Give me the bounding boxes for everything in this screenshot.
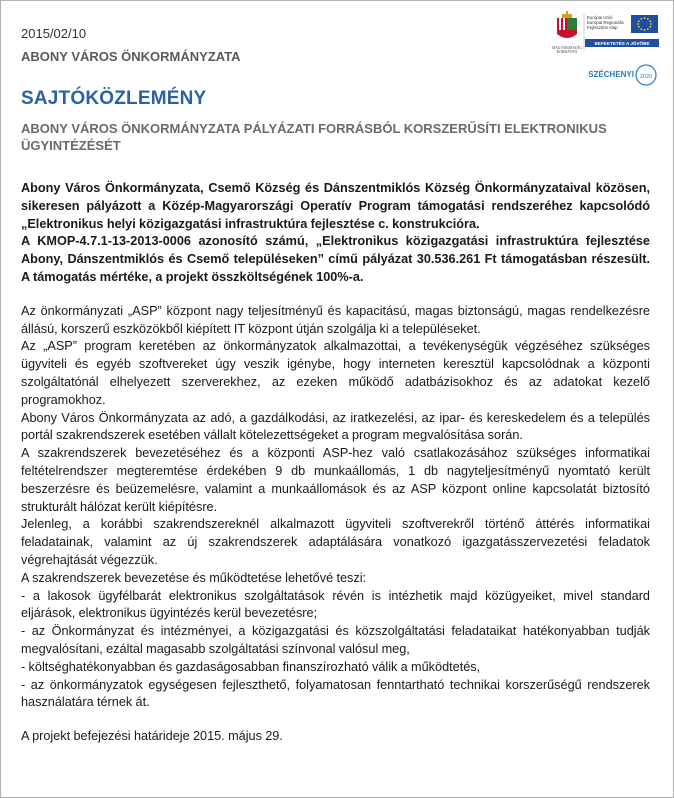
eu-line-1: Európai Unió xyxy=(587,15,613,20)
szechenyi-text: SZÉCHENYI xyxy=(588,70,634,79)
sponsor-logos xyxy=(540,10,665,90)
eu-line-3: Fejlesztési Alap xyxy=(587,25,618,30)
lead-paragraph-1: Abony Város Önkormányzata, Csemő Község és Dánszentmiklós Község Önkormányzataival közösen, sikeresen pályázott a Közép-Magyarországi Operatív Program támogatási rendszeréhez kapcsolódó „Elektronikus helyi közigazgatási infrastruktúra fejlesztése c. konstrukcióra. xyxy=(21,181,650,231)
body-paragraph: Abony Város Önkormányzata az adó, a gazdálkodási, az iratkezelési, az ipar- és kereskedelem és a település portál szakrendszerek esetében vállalt kötelezettségeket a program megvalósítása során. xyxy=(21,410,650,443)
organization-name: ABONY VÁROS ÖNKORMÁNYZATA xyxy=(21,49,241,64)
crest-caption-2: KORMÁNYA xyxy=(556,50,578,54)
page-title: SAJTÓKÖZLEMÉNY xyxy=(21,88,207,109)
list-item: - az Önkormányzat és intézményei, a közigazgatási és közszolgáltatási feladataikat hatékonyabban tudják megvalósítani, ezáltal magasabb szolgáltatási színvonal valósul meg, xyxy=(21,624,650,656)
eu-banner-text: BEFEKTETÉS A JÖVŐBE xyxy=(594,41,650,46)
page-subtitle: ABONY VÁROS ÖNKORMÁNYZATA PÁLYÁZATI FORRÁSBÓL KORSZERŰSÍTI ELEKTRONIKUS ÜGYINTÉZÉSÉT xyxy=(21,121,607,153)
list-item: - a lakosok ügyfélbarát elektronikus szolgáltatások révén is intézhetik majd közügyeiket, mivel standard eljárások, elektronikus ügyintézés kerül bevezetésre; xyxy=(21,588,650,621)
list-item: - költséghatékonyabban és gazdaságosabban finanszírozható válik a működtetés, xyxy=(21,659,481,674)
list-item: - az önkormányzatok egységesen fejleszthető, folyamatosan fenntartható technikai korszerűségű rendszerek használatára térnek át. xyxy=(21,677,650,710)
body-paragraph: Az „ASP” program keretében az önkormányzatok alkalmazottai, a tevékenységük végzéséhez szükséges ügyviteli és egyéb szoftvereket úgy veszik igénybe, hogy interneten keresztül kapcsolódnak a központi szolgáltatónál elhelyezett szerverekhez, az ezeken működő adatbázisokhoz és az adatokat kezelő programokhoz. xyxy=(21,339,650,407)
body-paragraph: A szakrendszerek bevezetéséhez és a központi ASP-hez való csatlakozásához szükséges informatikai feltételrendszer megteremtése érdekében 9 db munkaállomás, 1 db nagyteljesítményű nyomtató került beszerzésre és beüzemelésre, valamint a munkaállomások és az ASP központ online kapcsolatát biztosító strukturált hálózat került kiépítésre. xyxy=(21,446,650,514)
body-paragraph: Az önkormányzati „ASP” központ nagy teljesítményű és kapacitású, magas biztonságú, magas rendelkezésre állású, korszerű eszközökből kiépített IT központ útján szolgálja ki a településeket. xyxy=(21,303,650,336)
sponsor-logos-graphic xyxy=(540,10,665,90)
closing-line: A projekt befejezési határideje 2015. május 29. xyxy=(21,729,283,744)
press-release-body xyxy=(21,180,650,746)
body-paragraph: Jelenleg, a korábbi szakrendszereknél alkalmazott ügyviteli szoftverekről történő áttérés informatikai feladatainak, valamint az új szakrendszerek adaptálására vonatkozó igazgatásszervezetési feladatok végrehajtását végezzük. xyxy=(21,517,650,567)
hungarian-crest-icon xyxy=(557,11,577,38)
body-paragraph: A szakrendszerek bevezetése és működtetése lehetővé teszi: xyxy=(21,570,367,585)
crest-caption-1: MAGYARORSZÁG xyxy=(552,46,582,50)
lead-paragraph-2: A KMOP-4.7.1-13-2013-0006 azonosító számú, „Elektronikus közigazgatási infrastruktúra fejlesztése Abony, Dánszentmiklós és Csemő településeken” című pályázat 30.536.261 Ft támogatásban részesült. A támogatás mértéke, a projekt összköltségének 100%-a. xyxy=(21,234,650,284)
eu-line-2: Európai Regionális xyxy=(587,20,624,25)
press-date: 2015/02/10 xyxy=(21,26,87,41)
szechenyi-num: 2020 xyxy=(640,74,652,80)
